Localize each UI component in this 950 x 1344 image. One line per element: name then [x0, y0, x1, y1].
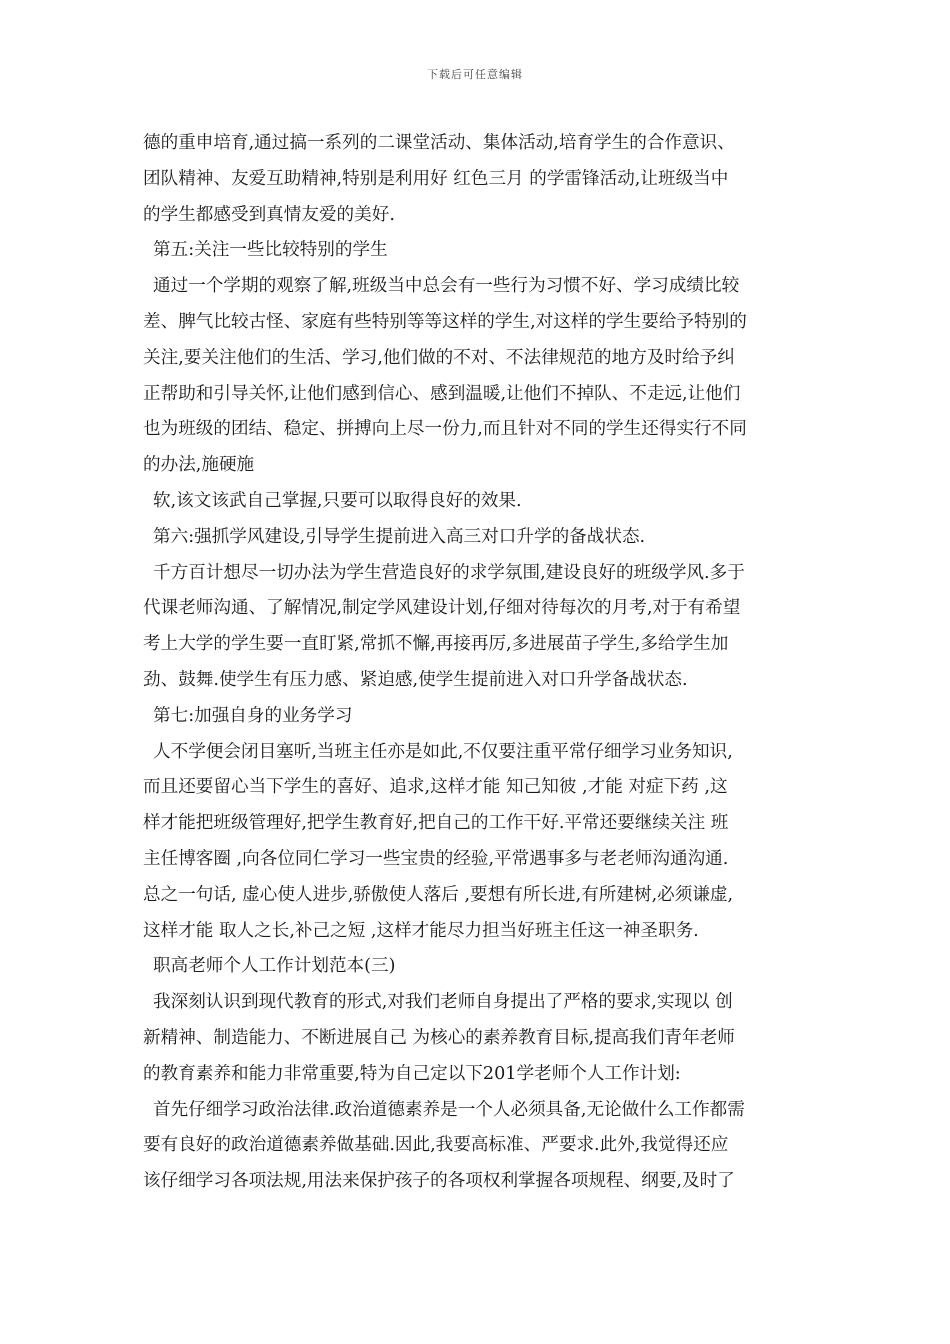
- text-line: 人不学便会闭目塞听,当班主任亦是如此,不仅要注重平常仔细学习业务知识,: [153, 741, 733, 762]
- text-line: 考上大学的学生要一直盯紧,常抓不懈,再接再厉,多进展苗子学生,多给学生加: [143, 634, 729, 655]
- text-line: 代课老师沟通、了解情况,制定学风建设计划,仔细对待每次的月考,对于有希望: [143, 598, 741, 619]
- text-line: 而且还要留心当下学生的喜好、追求,这样才能 知己知彼 ,才能 对症下药 ,这: [143, 777, 728, 798]
- text-line: 的办法,施硬施: [143, 455, 255, 476]
- text-line: 主任博客圈 ,向各位同仁学习一些宝贵的经验,平常遇事多与老老师沟通沟通.: [143, 848, 729, 869]
- text-line: 千方百计想尽一切办法为学生营造良好的求学氛围,建设良好的班级学风.多于: [153, 562, 745, 583]
- text-line: 该仔细学习各项法规,用法来保护孩子的各项权利掌握各项规程、纲要,及时了: [143, 1171, 735, 1192]
- text-line: 新精神、制造能力、不断进展自己 为核心的素养教育目标,提高我们青年老师: [143, 1027, 735, 1048]
- text-line: 劲、鼓舞.使学生有压力感、紧迫感,使学生提前进入对口升学备战状态.: [143, 669, 688, 690]
- text-line: 这样才能 取人之长,补己之短 ,这样才能尽力担当好班主任这一神圣职务.: [143, 920, 699, 941]
- text-line: 团队精神、友爱互助精神,特别是利用好 红色三月 的学雷锋活动,让班级当中: [143, 168, 729, 189]
- text-line: 的教育素养和能力非常重要,特为自己定以下201学老师个人工作计划:: [143, 1063, 681, 1084]
- text-line: 德的重申培育,通过搞一系列的二课堂活动、集体活动,培育学生的合作意识、: [143, 133, 735, 153]
- text-line: 关注,要关注他们的生活、学习,他们做的不对、不法律规范的地方及时给予纠: [143, 347, 735, 368]
- document-body: [143, 126, 811, 1200]
- text-line: 差、脾气比较古怪、家庭有些特别等等这样的学生,对这样的学生要给予特别的: [143, 311, 747, 332]
- text-line: 职高老师个人工作计划范本(三): [153, 956, 396, 977]
- text-line: 通过一个学期的观察了解,班级当中总会有一些行为习惯不好、学习成绩比较: [153, 276, 740, 297]
- text-line: 首先仔细学习政治法律.政治道德素养是一个人必须具备,无论做什么工作都需: [153, 1099, 745, 1120]
- text-line: 软,该文该武自己掌握,只要可以取得良好的效果.: [153, 490, 522, 511]
- page-header: 下载后可任意编辑: [427, 68, 523, 81]
- text-line: 第六:强抓学风建设,引导学生提前进入高三对口升学的备战状态.: [153, 526, 646, 547]
- text-line: 样才能把班级管理好,把学生教育好,把自己的工作干好.平常还要继续关注 班: [143, 813, 729, 834]
- text-line: 要有良好的政治道德素养做基础.因此,我要高标准、严要求.此外,我觉得还应: [143, 1135, 729, 1156]
- text-line: 的学生都感受到真情友爱的美好.: [143, 204, 395, 225]
- text-line: 也为班级的团结、稳定、拼搏向上尽一份力,而且针对不同的学生还得实行不同: [143, 419, 747, 440]
- text-line: 第五:关注一些比较特别的学生: [153, 240, 388, 261]
- text-line: 第七:加强自身的业务学习: [153, 705, 353, 726]
- text-line: 我深刻认识到现代教育的形式,对我们老师自身提出了严格的要求,实现以 创: [153, 992, 733, 1013]
- text-line: 正帮助和引导关怀,让他们感到信心、感到温暖,让他们不掉队、不走远,让他们: [143, 383, 741, 404]
- text-line: 总之一句话, 虚心使人进步,骄傲使人落后 ,要想有所长进,有所建树,必须谦虚,: [143, 884, 734, 905]
